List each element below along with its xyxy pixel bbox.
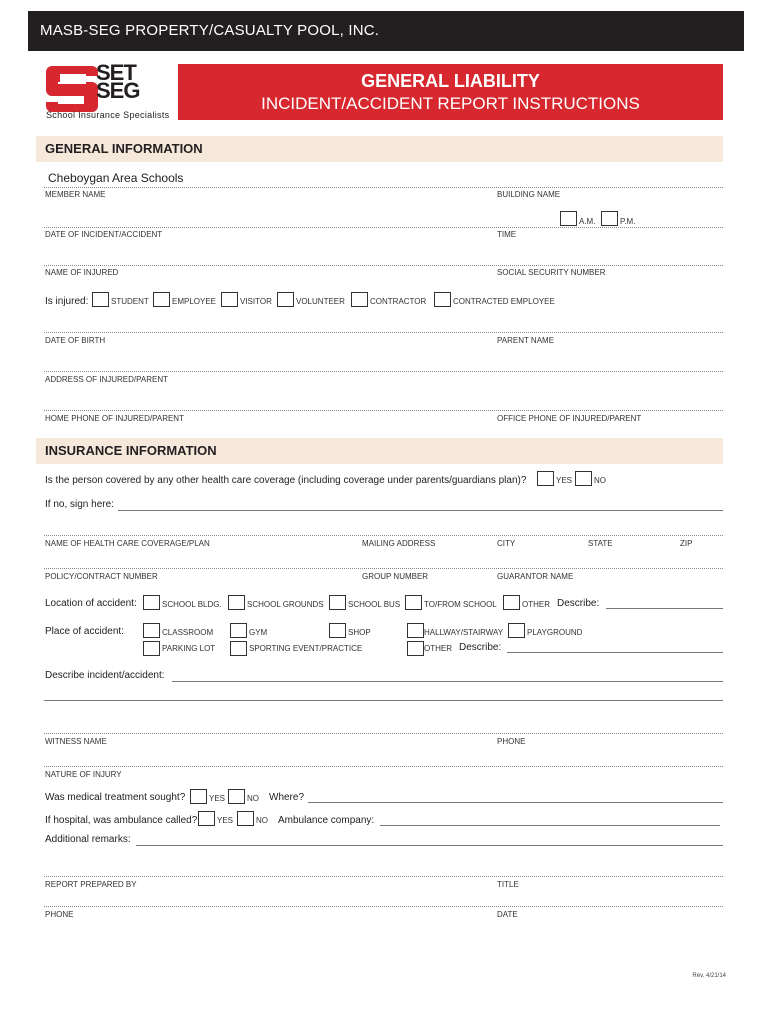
pm-label: P.M. bbox=[620, 217, 636, 226]
to-from-school-checkbox[interactable] bbox=[405, 595, 422, 610]
employee-checkbox[interactable] bbox=[153, 292, 170, 307]
date-label: DATE bbox=[497, 910, 518, 919]
student-checkbox[interactable] bbox=[92, 292, 109, 307]
sign-here-label: If no, sign here: bbox=[45, 499, 114, 510]
location-other-label: OTHER bbox=[522, 600, 550, 609]
school-grounds-label: SCHOOL GROUNDS bbox=[247, 600, 324, 609]
contractor-checkbox[interactable] bbox=[351, 292, 368, 307]
ambulance-question: If hospital, was ambulance called? bbox=[45, 815, 198, 826]
medical-question: Was medical treatment sought? bbox=[45, 792, 186, 803]
to-from-school-label: TO/FROM SCHOOL bbox=[424, 600, 497, 609]
title-banner bbox=[178, 64, 723, 120]
location-describe-line[interactable] bbox=[606, 608, 723, 609]
ambulance-company-label: Ambulance company: bbox=[278, 815, 375, 826]
am-checkbox[interactable] bbox=[560, 211, 577, 226]
contracted-employee-label: CONTRACTED EMPLOYEE bbox=[453, 297, 555, 306]
medical-no-checkbox[interactable] bbox=[228, 789, 245, 804]
school-grounds-checkbox[interactable] bbox=[228, 595, 245, 610]
preparer-phone-label: PHONE bbox=[45, 910, 74, 919]
section-general bbox=[36, 136, 723, 162]
phone-date-line bbox=[44, 906, 723, 907]
city-label: CITY bbox=[497, 539, 516, 548]
date-line bbox=[44, 227, 723, 228]
describe-incident-line-2[interactable] bbox=[44, 700, 723, 701]
section-title: GENERAL INFORMATION bbox=[45, 141, 203, 156]
prepared-by-label: REPORT PREPARED BY bbox=[45, 880, 137, 889]
member-name-label: MEMBER NAME bbox=[45, 190, 106, 199]
title-line-1: GENERAL LIABILITY bbox=[361, 71, 540, 91]
employee-label: EMPLOYEE bbox=[172, 297, 217, 306]
revision-note: Rev. 4/21/14 bbox=[692, 973, 726, 979]
visitor-checkbox[interactable] bbox=[221, 292, 238, 307]
pm-checkbox[interactable] bbox=[601, 211, 618, 226]
injured-line bbox=[44, 265, 723, 266]
section-title: INSURANCE INFORMATION bbox=[45, 443, 217, 458]
nature-label: NATURE OF INJURY bbox=[45, 770, 122, 779]
name-of-injured-label: NAME OF INJURED bbox=[45, 268, 119, 277]
place-other-checkbox[interactable] bbox=[407, 641, 424, 656]
medical-yes-label: YES bbox=[209, 794, 226, 803]
classroom-label: CLASSROOM bbox=[162, 628, 214, 637]
witness-name-label: WITNESS NAME bbox=[45, 737, 107, 746]
volunteer-label: VOLUNTEER bbox=[296, 297, 345, 306]
where-line[interactable] bbox=[308, 802, 723, 803]
is-injured-label: Is injured: bbox=[45, 296, 89, 307]
shop-label: SHOP bbox=[348, 628, 371, 637]
medical-no-label: NO bbox=[247, 794, 259, 803]
ambulance-no-label: NO bbox=[256, 816, 268, 825]
dob-label: DATE OF BIRTH bbox=[45, 336, 106, 345]
playground-checkbox[interactable] bbox=[508, 623, 525, 638]
place-label: Place of accident: bbox=[45, 626, 124, 637]
group-label: GROUP NUMBER bbox=[362, 572, 429, 581]
title-line-2: INCIDENT/ACCIDENT REPORT INSTRUCTIONS bbox=[261, 94, 640, 113]
school-bldg-checkbox[interactable] bbox=[143, 595, 160, 610]
member-name-value[interactable]: Cheboygan Area Schools bbox=[48, 171, 184, 185]
school-bldg-label: SCHOOL BLDG. bbox=[162, 600, 222, 609]
ambulance-company-line[interactable] bbox=[380, 825, 720, 826]
remarks-label: Additional remarks: bbox=[45, 834, 131, 845]
medical-yes-checkbox[interactable] bbox=[190, 789, 207, 804]
school-bus-checkbox[interactable] bbox=[329, 595, 346, 610]
time-label: TIME bbox=[497, 230, 517, 239]
coverage-question: Is the person covered by any other health care coverage (including coverage under parents/guardians plan)? bbox=[45, 475, 527, 486]
visitor-label: VISITOR bbox=[240, 297, 272, 306]
dob-line bbox=[44, 332, 723, 333]
contractor-label: CONTRACTOR bbox=[370, 297, 427, 306]
describe-incident-line[interactable] bbox=[172, 681, 723, 682]
member-name-line bbox=[44, 187, 723, 188]
zip-label: ZIP bbox=[680, 539, 693, 548]
playground-label: PLAYGROUND bbox=[527, 628, 583, 637]
section-insurance bbox=[36, 438, 723, 464]
witness-phone-label: PHONE bbox=[497, 737, 526, 746]
contracted-employee-checkbox[interactable] bbox=[434, 292, 451, 307]
coverage-no-checkbox[interactable] bbox=[575, 471, 592, 486]
home-phone-label: HOME PHONE OF INJURED/PARENT bbox=[45, 414, 184, 423]
mailing-address-label: MAILING ADDRESS bbox=[362, 539, 436, 548]
address-line bbox=[44, 371, 723, 372]
ambulance-yes-label: YES bbox=[217, 816, 234, 825]
logo-text: SET SEG bbox=[96, 60, 140, 103]
witness-line bbox=[44, 733, 723, 734]
policy-line bbox=[44, 568, 723, 569]
logo-tagline: School Insurance Specialists bbox=[46, 110, 170, 120]
header-bar bbox=[28, 11, 744, 51]
shop-checkbox[interactable] bbox=[329, 623, 346, 638]
gym-checkbox[interactable] bbox=[230, 623, 247, 638]
parking-lot-label: PARKING LOT bbox=[162, 644, 216, 653]
hallway-label: HALLWAY/STAIRWAY bbox=[424, 628, 504, 637]
where-label: Where? bbox=[269, 792, 305, 803]
hallway-checkbox[interactable] bbox=[407, 623, 424, 638]
location-describe-label: Describe: bbox=[557, 598, 600, 609]
classroom-checkbox[interactable] bbox=[143, 623, 160, 638]
coverage-no-label: NO bbox=[594, 476, 606, 485]
plan-line bbox=[44, 535, 723, 536]
sporting-event-label: SPORTING EVENT/PRACTICE bbox=[249, 644, 363, 653]
guarantor-label: GUARANTOR NAME bbox=[497, 572, 574, 581]
building-name-label: BUILDING NAME bbox=[497, 190, 561, 199]
plan-name-label: NAME OF HEALTH CARE COVERAGE/PLAN bbox=[45, 539, 210, 548]
title-label: TITLE bbox=[497, 880, 519, 889]
signature-line[interactable] bbox=[118, 510, 723, 511]
student-label: STUDENT bbox=[111, 297, 149, 306]
ambulance-no-checkbox[interactable] bbox=[237, 811, 254, 826]
am-label: A.M. bbox=[579, 217, 596, 226]
coverage-yes-checkbox[interactable] bbox=[537, 471, 554, 486]
parking-lot-checkbox[interactable] bbox=[143, 641, 160, 656]
remarks-line[interactable] bbox=[136, 845, 723, 846]
gym-label: GYM bbox=[249, 628, 268, 637]
parent-name-label: PARENT NAME bbox=[497, 336, 555, 345]
location-other-checkbox[interactable] bbox=[503, 595, 520, 610]
school-bus-label: SCHOOL BUS bbox=[348, 600, 401, 609]
ssn-label: SOCIAL SECURITY NUMBER bbox=[497, 268, 606, 277]
nature-line bbox=[44, 766, 723, 767]
describe-incident-label: Describe incident/accident: bbox=[45, 670, 165, 681]
coverage-yes-label: YES bbox=[556, 476, 573, 485]
policy-label: POLICY/CONTRACT NUMBER bbox=[45, 572, 158, 581]
place-other-label: OTHER bbox=[424, 644, 452, 653]
prepared-line bbox=[44, 876, 723, 877]
state-label: STATE bbox=[588, 539, 613, 548]
location-label: Location of accident: bbox=[45, 598, 137, 609]
place-describe-label: Describe: bbox=[459, 642, 502, 653]
date-of-incident-label: DATE OF INCIDENT/ACCIDENT bbox=[45, 230, 163, 239]
sporting-event-checkbox[interactable] bbox=[230, 641, 247, 656]
org-name: MASB-SEG PROPERTY/CASUALTY POOL, INC. bbox=[40, 22, 380, 39]
volunteer-checkbox[interactable] bbox=[277, 292, 294, 307]
address-label: ADDRESS OF INJURED/PARENT bbox=[45, 375, 168, 384]
phone-line bbox=[44, 410, 723, 411]
place-describe-line[interactable] bbox=[507, 652, 723, 653]
ambulance-yes-checkbox[interactable] bbox=[198, 811, 215, 826]
office-phone-label: OFFICE PHONE OF INJURED/PARENT bbox=[497, 414, 642, 423]
